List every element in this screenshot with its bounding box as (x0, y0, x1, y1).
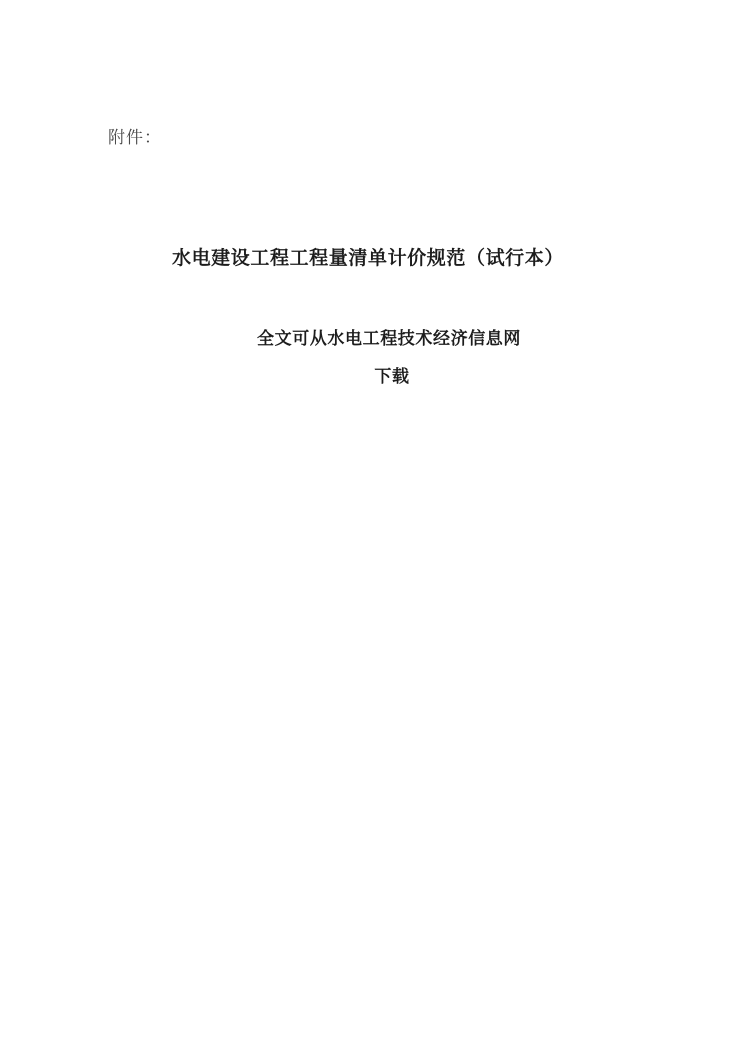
attachment-label: 附件： (108, 128, 162, 147)
document-subtitle-line-1: 全文可从水电工程技术经济信息网 (257, 329, 521, 348)
document-subtitle-line-2: 下载 (374, 367, 410, 386)
document-title: 水电建设工程工程量清单计价规范（试行本） (171, 248, 564, 269)
